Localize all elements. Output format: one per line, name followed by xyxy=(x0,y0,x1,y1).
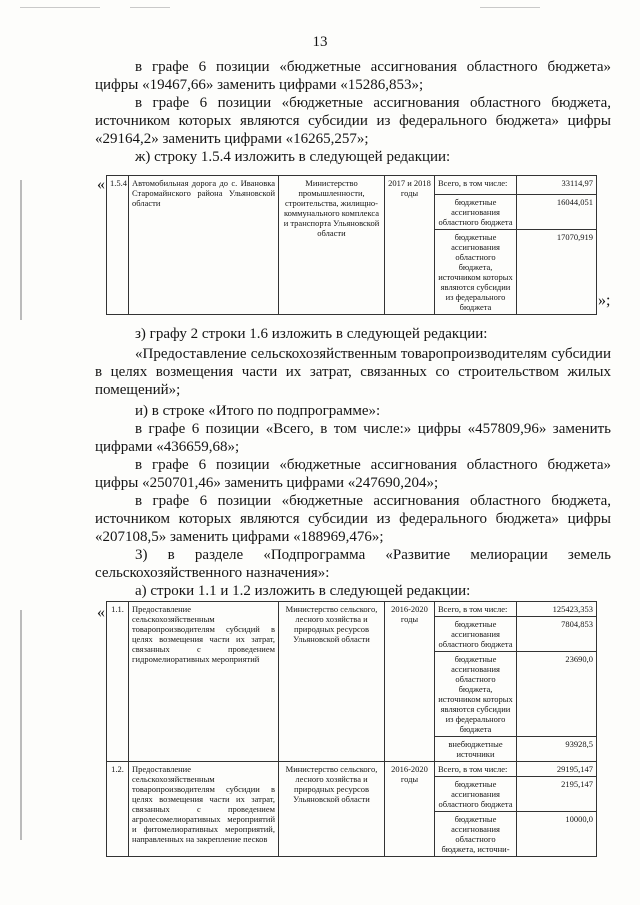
executor: Министерство промышленности, строительства, жилищно-коммунального комплекса и транспорта Ульяновской области xyxy=(279,176,385,315)
funding-value: 93928,5 xyxy=(517,737,597,762)
object-name: Автомобильная дорога до с. Ивановка Старомайнского района Ульяновской области xyxy=(129,176,279,315)
text-line: «29164,2» заменить цифрами «16265,257»; xyxy=(95,131,369,147)
funding-label: бюджетные ассигнования областного бюджета xyxy=(435,195,517,230)
text-line: сельскохозяйственного назначения»: xyxy=(95,565,330,581)
text-line: в графе 6 позиции «бюджетные ассигнования областного бюджета, xyxy=(135,95,611,111)
funding-label: внебюджетные источники xyxy=(435,737,517,762)
open-quote: « xyxy=(97,176,105,193)
funding-value: 125423,353 xyxy=(517,602,597,617)
word: мелиорации xyxy=(470,547,548,563)
funding-value: 17070,919 xyxy=(517,230,597,315)
text-line: в графе 6 позиции «бюджетные ассигнования областного бюджета, xyxy=(135,493,611,509)
scan-artifact xyxy=(130,7,170,8)
text-line: ж) строку 1.5.4 изложить в следующей редакции: xyxy=(135,149,451,165)
funding-label: бюджетные ассигнования областного бюджета, источником которых являются субсидии из федерального бюджета xyxy=(435,652,517,737)
text-line: «207108,5» заменить цифрами «188969,476»; xyxy=(95,529,384,545)
row-number: 1.1. xyxy=(107,602,129,762)
funding-value: 7804,853 xyxy=(517,617,597,652)
table-row-1-5-4 xyxy=(106,175,597,315)
text-line: в графе 6 позиции «Всего, в том числе:» цифры «457809,96» заменить xyxy=(135,421,611,437)
row-number: 1.5.4 xyxy=(107,176,129,315)
text-line: источником которых являются субсидии из федерального бюджета» цифры xyxy=(95,113,611,129)
text-line: цифрами «436659,68»; xyxy=(95,439,240,455)
text-line: источником которых являются субсидии из федерального бюджета» цифры xyxy=(95,511,611,527)
row-number: 1.2. xyxy=(107,762,129,857)
word: «Развитие xyxy=(385,547,451,563)
text-line: цифры «250701,46» заменить цифрами «247690,204»; xyxy=(95,475,439,491)
paragraph-block-1 xyxy=(95,58,611,166)
paragraph-block-2 xyxy=(95,325,611,600)
scan-margin-mark xyxy=(20,180,22,320)
funding-value: 23690,0 xyxy=(517,652,597,737)
object-name: Предоставление сельскохозяйственным товаропроизводителям субсидий в целях возмещения части их затрат, связанных с проведением гидромелиоративных мероприятий xyxy=(129,602,279,762)
text-line: з) графу 2 строки 1.6 изложить в следующей редакции: xyxy=(135,326,488,342)
scan-artifact xyxy=(20,7,100,8)
funding-label: бюджетные ассигнования областного бюджета xyxy=(435,617,517,652)
text-line: «Предоставление сельскохозяйственным товаропроизводителям субсидии xyxy=(135,346,611,362)
executor: Министерство сельского, лесного хозяйства и природных ресурсов Ульяновской области xyxy=(279,762,385,857)
text-line: в графе 6 позиции «бюджетные ассигнования областного бюджета» xyxy=(135,457,611,473)
funding-label: бюджетные ассигнования областного бюджета, источником которых являются субсидии из федерального бюджета xyxy=(435,230,517,315)
text-line: помещений»; xyxy=(95,382,181,398)
funding-label: бюджетные ассигнования областного бюджета, источни- xyxy=(435,812,517,857)
text-line: а) строки 1.1 и 1.2 изложить в следующей редакции: xyxy=(135,583,471,599)
funding-label: Всего, в том числе: xyxy=(435,176,517,195)
funding-label: Всего, в том числе: xyxy=(435,602,517,617)
funding-label: Всего, в том числе: xyxy=(435,762,517,777)
executor: Министерство сельского, лесного хозяйства и природных ресурсов Ульяновской области xyxy=(279,602,385,762)
text-line: и) в строке «Итого по подпрограмме»: xyxy=(135,403,381,419)
funding-value: 10000,0 xyxy=(517,812,597,857)
funding-value: 16044,051 xyxy=(517,195,597,230)
text-line: цифры «19467,66» заменить цифрами «15286,853»; xyxy=(95,77,424,93)
funding-value: 33114,97 xyxy=(517,176,597,195)
page-number: 13 xyxy=(312,34,328,50)
word: в xyxy=(167,547,175,563)
table-rows-1-1-1-2 xyxy=(106,601,597,857)
open-quote: « xyxy=(97,604,105,621)
text-line-distributed xyxy=(95,546,611,564)
scan-artifact xyxy=(480,7,540,8)
years: 2016-2020 годы xyxy=(385,602,435,762)
funding-label: бюджетные ассигнования областного бюджета xyxy=(435,777,517,812)
word: земель xyxy=(567,547,611,563)
word: 3) xyxy=(135,547,148,563)
word: разделе xyxy=(194,547,244,563)
close-quote: »; xyxy=(598,292,611,309)
object-name: Предоставление сельскохозяйственным товаропроизводителям субсидии в целях возмещения части их затрат, связанных с проведением агролесомелиоративных мероприятий и фитомелиоративных мероприятий, направленных на закрепление песков xyxy=(129,762,279,857)
funding-value: 2195,147 xyxy=(517,777,597,812)
text-line: в целях возмещения части их затрат, связанных со строительством жилых xyxy=(95,364,611,380)
funding-value: 29195,147 xyxy=(517,762,597,777)
text-line: в графе 6 позиции «бюджетные ассигнования областного бюджета» xyxy=(135,59,611,75)
years: 2017 и 2018 годы xyxy=(385,176,435,315)
word: «Подпрограмма xyxy=(263,547,366,563)
scan-margin-mark xyxy=(20,610,22,840)
years: 2016-2020 годы xyxy=(385,762,435,857)
